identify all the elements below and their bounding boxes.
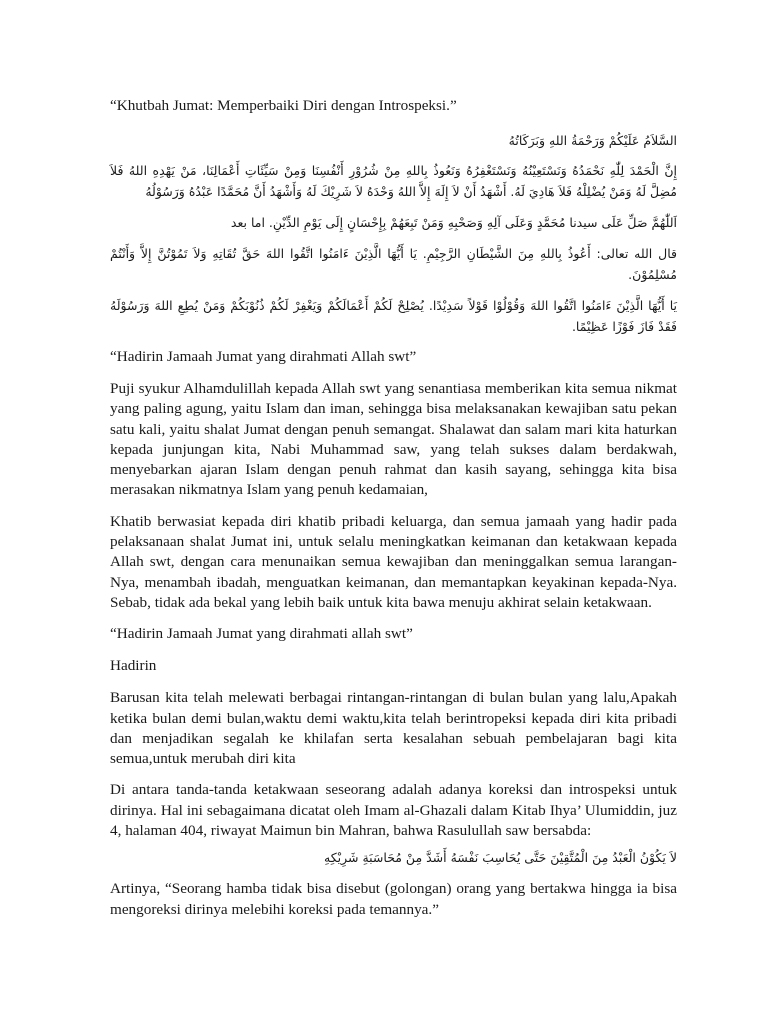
arabic-hadith: لاَ يَكُوْنُ الْعَبْدُ مِنَ الْمُتَّقِيْنَ حَتَّى يُحَاسِبَ نَفْسَهُ أَشَدَّ مِنْ مُحَاسَبَةِ شَرِيْكِهِ — [324, 850, 677, 866]
document-title: “Khutbah Jumat: Memperbaiki Diri dengan Introspeksi.” — [110, 97, 457, 114]
section-heading-2: “Hadirin Jamaah Jumat yang dirahmati allah swt” — [110, 625, 413, 643]
document-page — [110, 96, 677, 931]
arabic-shalawat: اَللّٰهُمَّ صَلِّ عَلَى سيدنا مُحَمَّدٍ وَعَلَى آلِهِ وَصَحْبِهِ وَمَنْ تَبِعَهُمْ بِإِحْسَانٍ إِلَى يَوْمِ الدِّيْنِ. اما بعد — [230, 215, 677, 230]
paragraph-5: Artinya, “Seorang hamba tidak bisa disebut (golongan) orang yang bertakwa hingga ia bisa mengoreksi dirinya melebihi koreksi pada temannya.” — [110, 880, 677, 918]
arabic-verse-2: يَا أَيُّهَا الَّذِيْنَ ءَامَنُوا اتَّقُوا اللهَ وَقُوْلُوْا قَوْلاً سَدِيْدًا. يُصْلِحْ لَكُمْ أَعْمَالَكُمْ وَيَغْفِرْ لَكُمْ ذُنُوْبَكُمْ وَمَنْ يُطِعِ اللهَ وَرَسُوْلَهُ فَقَدْ فَازَ فَوْزًا عَظِيْمًا. — [110, 298, 677, 334]
arabic-salam: السَّلاَمُ عَلَيْكُمْ وَرَحْمَةُ اللهِ وَبَرَكَاتُهُ — [508, 133, 677, 148]
paragraph-2: Khatib berwasiat kepada diri khatib pribadi keluarga, dan semua jamaah yang hadir pada pelaksanaan shalat Jumat ini, untuk selalu meningkatkan keimanan dan ketakwaan kepada Allah swt, dengan cara menunaikan semua kewajiban dan meninggalkan semua larangan-Nya, menambah ibadah, menguatkan keimanan, dan memantapkan keyakinan kepada-Nya. Sebab, tidak ada bekal yang lebih baik untuk kita bawa menuju akhirat selain ketakwaan. — [110, 512, 677, 611]
section-heading-1: “Hadirin Jamaah Jumat yang dirahmati Allah swt” — [110, 348, 417, 365]
section-heading-3: Hadirin — [110, 657, 157, 675]
arabic-opening: إِنَّ الْحَمْدَ لِلّٰهِ نَحْمَدُهُ وَنَسْتَعِيْنُهُ وَنَسْتَغْفِرُهُ وَنَعُوذُ بِاللهِ مِنْ شُرُوْرِ أَنْفُسِنَا وَمِنْ سَيِّئَاتِ أَعْمَالِنَا، مَنْ يَهْدِهِ اللهُ فَلاَ مُضِلَّ لَهُ وَمَنْ يُضْلِلْهُ فَلاَ هَادِيَ لَهُ. أَشْهَدُ أَنْ لاَ إِلَهَ إِلاَّ اللهُ وَحْدَهُ لاَ شَرِيْكَ لَهُ وَأَشْهَدُ أَنَّ مُحَمَّدًا عَبْدُهُ وَرَسُوْلُهُ — [110, 163, 677, 199]
paragraph-1: Puji syukur Alhamdulillah kepada Allah swt yang senantiasa memberikan kita semua nikmat yang paling agung, yaitu Islam dan iman, sehingga bisa melaksanakan kewajiban satu pekan satu kali, yaitu shalat Jumat dengan penuh semangat. Shalawat dan salam mari kita haturkan kepada junjungan kita, Nabi Muhammad saw, yang telah sukses dalam berdakwah, menyebarkan ajaran Islam dengan penuh rahmat dan kasih sayang, sehingga kita bisa merasakan nikmatnya Islam yang penuh kedamaian, — [110, 380, 677, 499]
paragraph-3: Barusan kita telah melewati berbagai rintangan-rintangan di bulan bulan yang lalu,Apakah ketika bulan demi bulan,waktu demi waktu,kita telah berintropeksi kepada diri kita pribadi dan menjadikan segalah ke khilafan serta kesalahan sebuah pembelajaran bagi kita semua,untuk merubah diri kita — [110, 689, 677, 768]
paragraph-4: Di antara tanda-tanda ketakwaan seseorang adalah adanya koreksi dan introspeksi untuk dirinya. Hal ini sebagaimana dicatat oleh Imam al-Ghazali dalam Kitab Ihya’ Ulumiddin, juz 4, halaman 404, riwayat Maimun bin Mahran, bahwa Rasulullah saw bersabda: — [110, 781, 677, 840]
arabic-verse-1: قال الله تعالى: أَعُوذُ بِاللهِ مِنَ الشَّيْطَانِ الرَّجِيْمِ. يَا أَيُّهَا الَّذِيْنَ ءَامَنُوا اتَّقُوا اللهَ حَقَّ تُقَاتِهِ وَلاَ تَمُوْتُنَّ إِلاَّ وَأَنْتُمْ مُسْلِمُوْنَ. — [110, 246, 677, 282]
